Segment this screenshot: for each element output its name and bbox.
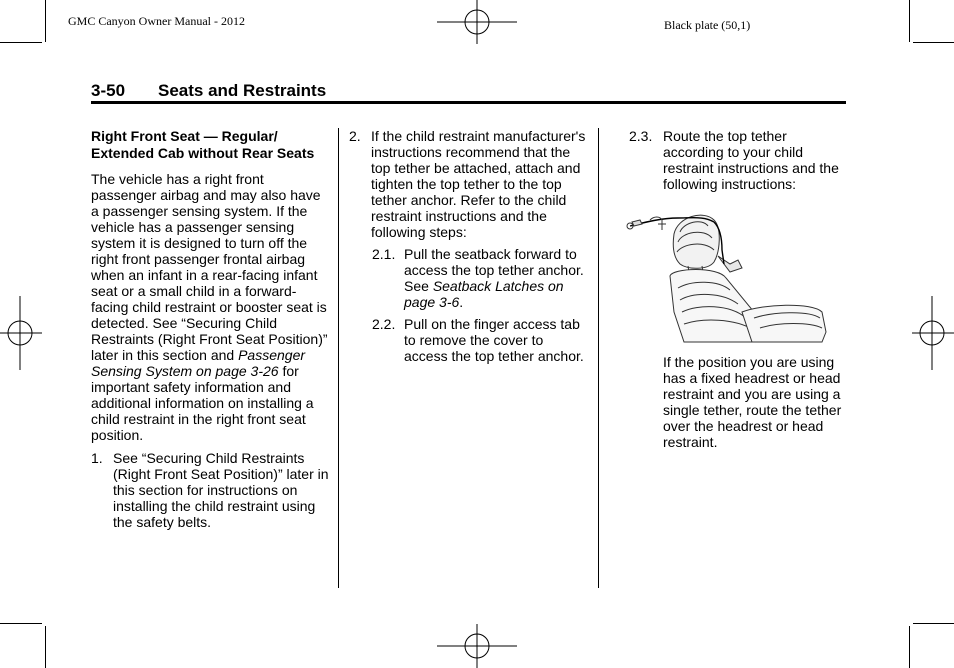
- list-number: 2.3.: [629, 128, 653, 144]
- list-item: [91, 450, 329, 530]
- crop-mark: [0, 623, 42, 624]
- column-1: [91, 128, 329, 536]
- tether-routing-illustration: [622, 208, 830, 344]
- list-number: 1.: [91, 450, 103, 466]
- list-subitem: [349, 246, 589, 310]
- column-divider: [598, 128, 599, 588]
- registration-mark-icon: [437, 0, 517, 44]
- page-number: 3-50: [91, 81, 126, 100]
- column-divider: [338, 128, 339, 588]
- list-text: See “Securing Child Restraints (Right Front Seat Position)” later in this section for instructions on installing the child restraint using the safety belts.: [113, 450, 329, 530]
- body-paragraph: [91, 171, 329, 443]
- registration-mark-icon: [912, 296, 954, 370]
- cross-reference-link[interactable]: Passenger Sensing System on page 3-26: [91, 347, 306, 379]
- list-subitem: [349, 316, 589, 364]
- body-text: The vehicle has a right front passenger airbag and may also have a passenger sensing system. If the vehicle has a passenger sensing system it is designed to turn off the right front passenger frontal airbag when an infant in a rear-facing infant seat or a small child in a forward-facing child restraint or booster seat is detected. See “Securing Child Restraints (Right Front Seat Position)” later in this section and: [91, 171, 328, 363]
- column-3: [629, 128, 849, 192]
- registration-mark-icon: [437, 624, 517, 668]
- section-rule: [91, 101, 846, 104]
- crop-mark: [0, 42, 42, 43]
- list-number: 2.2.: [372, 316, 396, 332]
- subsection-heading: Right Front Seat — Regular/ Extended Cab without Rear Seats: [91, 128, 315, 161]
- crop-mark: [909, 0, 910, 42]
- crop-mark: [45, 0, 46, 42]
- list-text: Pull the seatback forward to access the top tether anchor. See: [404, 246, 584, 294]
- crop-mark: [913, 623, 954, 624]
- crop-mark: [909, 626, 910, 668]
- crop-mark: [913, 42, 954, 43]
- list-item: [349, 128, 589, 240]
- body-text: for important safety information and additional information on installing a child restraint in the right front seat position.: [91, 363, 314, 443]
- list-text: If the child restraint manufacturer's instructions recommend that the top tether be attached, attach and tighten the top tether to the top tether anchor. Refer to the child restraint instructions and the following steps:: [371, 128, 586, 240]
- list-text: Route the top tether according to your child restraint instructions and the following instructions:: [663, 128, 839, 192]
- section-title: Seats and Restraints: [158, 81, 327, 100]
- manual-title: GMC Canyon Owner Manual - 2012: [68, 14, 245, 28]
- body-paragraph: If the position you are using has a fixed headrest or head restraint and you are using a single tether, route the tether over the headrest or head restraint.: [663, 354, 842, 450]
- registration-mark-icon: [0, 296, 42, 370]
- list-text: Pull on the finger access tab to remove the cover to access the top tether anchor.: [404, 316, 584, 364]
- list-subitem: [629, 128, 849, 192]
- list-number: 2.: [349, 128, 361, 144]
- list-text: .: [459, 294, 464, 310]
- crop-mark: [45, 626, 46, 668]
- list-number: 2.1.: [372, 246, 396, 262]
- column-2: [349, 128, 589, 370]
- plate-label: Black plate (50,1): [664, 18, 751, 32]
- cross-reference-link[interactable]: Seatback Latches on page 3-6: [404, 278, 564, 310]
